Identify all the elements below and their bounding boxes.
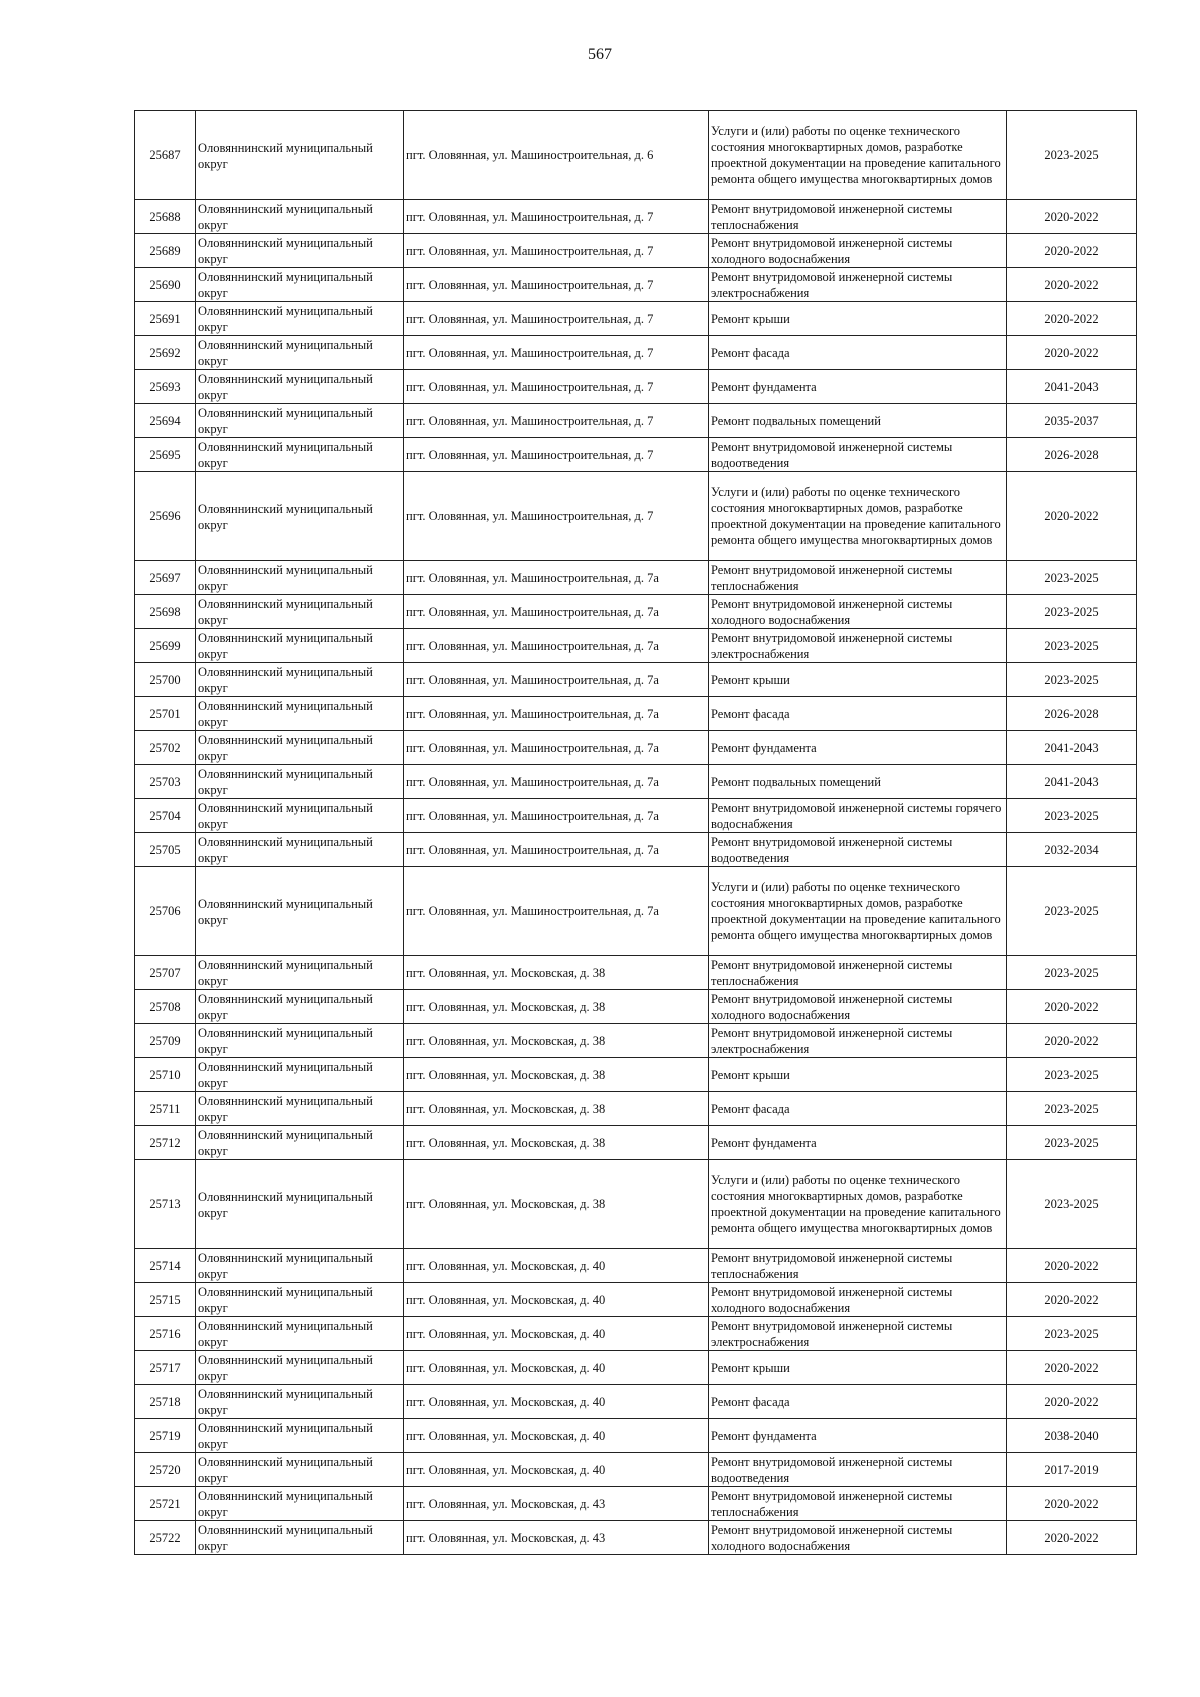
- work-type-cell: Ремонт внутридомовой инженерной системы электроснабжения: [709, 268, 1007, 302]
- address-cell: пгт. Оловянная, ул. Московская, д. 38: [404, 1092, 709, 1126]
- municipality-cell: Оловяннинский муниципальный округ: [196, 1092, 404, 1126]
- work-type-cell: Ремонт фундамента: [709, 370, 1007, 404]
- municipality-cell: Оловяннинский муниципальный округ: [196, 629, 404, 663]
- address-cell: пгт. Оловянная, ул. Московская, д. 40: [404, 1385, 709, 1419]
- row-number-cell: 25699: [135, 629, 196, 663]
- municipality-cell: Оловяннинский муниципальный округ: [196, 1160, 404, 1249]
- municipality-cell: Оловяннинский муниципальный округ: [196, 1058, 404, 1092]
- work-type-cell: Ремонт внутридомовой инженерной системы теплоснабжения: [709, 956, 1007, 990]
- work-type-cell: Ремонт внутридомовой инженерной системы теплоснабжения: [709, 1249, 1007, 1283]
- municipality-cell: Оловяннинский муниципальный округ: [196, 336, 404, 370]
- address-cell: пгт. Оловянная, ул. Машиностроительная, д. 7а: [404, 765, 709, 799]
- address-cell: пгт. Оловянная, ул. Машиностроительная, д. 7: [404, 404, 709, 438]
- municipality-cell: Оловяннинский муниципальный округ: [196, 561, 404, 595]
- table-row: [135, 1317, 1137, 1351]
- address-cell: пгт. Оловянная, ул. Московская, д. 43: [404, 1487, 709, 1521]
- row-number-cell: 25709: [135, 1024, 196, 1058]
- municipality-cell: Оловяннинский муниципальный округ: [196, 990, 404, 1024]
- work-type-cell: Ремонт фундамента: [709, 1419, 1007, 1453]
- work-type-cell: Ремонт внутридомовой инженерной системы электроснабжения: [709, 1317, 1007, 1351]
- work-type-cell: Ремонт фасада: [709, 1385, 1007, 1419]
- row-number-cell: 25694: [135, 404, 196, 438]
- table-row: [135, 200, 1137, 234]
- row-number-cell: 25688: [135, 200, 196, 234]
- row-number-cell: 25687: [135, 111, 196, 200]
- municipality-cell: Оловяннинский муниципальный округ: [196, 867, 404, 956]
- table-row: [135, 697, 1137, 731]
- work-type-cell: Ремонт внутридомовой инженерной системы водоотведения: [709, 833, 1007, 867]
- work-type-cell: Услуги и (или) работы по оценке технического состояния многоквартирных домов, разработке проектной документации на проведение капитального ремонта общего имущества многоквартирных домов: [709, 867, 1007, 956]
- row-number-cell: 25719: [135, 1419, 196, 1453]
- municipality-cell: Оловяннинский муниципальный округ: [196, 1453, 404, 1487]
- row-number-cell: 25701: [135, 697, 196, 731]
- municipality-cell: Оловяннинский муниципальный округ: [196, 302, 404, 336]
- address-cell: пгт. Оловянная, ул. Машиностроительная, д. 7: [404, 336, 709, 370]
- address-cell: пгт. Оловянная, ул. Машиностроительная, д. 6: [404, 111, 709, 200]
- address-cell: пгт. Оловянная, ул. Московская, д. 40: [404, 1249, 709, 1283]
- table-body: [135, 111, 1137, 1555]
- table-row: [135, 1487, 1137, 1521]
- address-cell: пгт. Оловянная, ул. Машиностроительная, д. 7: [404, 302, 709, 336]
- period-cell: 2041-2043: [1007, 370, 1137, 404]
- row-number-cell: 25710: [135, 1058, 196, 1092]
- row-number-cell: 25692: [135, 336, 196, 370]
- table-row: [135, 765, 1137, 799]
- period-cell: 2023-2025: [1007, 956, 1137, 990]
- table-row: [135, 336, 1137, 370]
- work-type-cell: Ремонт подвальных помещений: [709, 765, 1007, 799]
- table-row: [135, 731, 1137, 765]
- table-row: [135, 1521, 1137, 1555]
- period-cell: 2023-2025: [1007, 663, 1137, 697]
- work-type-cell: Ремонт внутридомовой инженерной системы холодного водоснабжения: [709, 1283, 1007, 1317]
- row-number-cell: 25696: [135, 472, 196, 561]
- address-cell: пгт. Оловянная, ул. Московская, д. 40: [404, 1453, 709, 1487]
- table-row: [135, 629, 1137, 663]
- table-row: [135, 111, 1137, 200]
- row-number-cell: 25706: [135, 867, 196, 956]
- address-cell: пгт. Оловянная, ул. Московская, д. 40: [404, 1419, 709, 1453]
- municipality-cell: Оловяннинский муниципальный округ: [196, 438, 404, 472]
- table-row: [135, 1453, 1137, 1487]
- address-cell: пгт. Оловянная, ул. Машиностроительная, д. 7: [404, 200, 709, 234]
- address-cell: пгт. Оловянная, ул. Машиностроительная, д. 7а: [404, 799, 709, 833]
- address-cell: пгт. Оловянная, ул. Машиностроительная, д. 7а: [404, 629, 709, 663]
- address-cell: пгт. Оловянная, ул. Машиностроительная, д. 7а: [404, 561, 709, 595]
- work-type-cell: Услуги и (или) работы по оценке технического состояния многоквартирных домов, разработке проектной документации на проведение капитального ремонта общего имущества многоквартирных домов: [709, 1160, 1007, 1249]
- address-cell: пгт. Оловянная, ул. Машиностроительная, д. 7а: [404, 697, 709, 731]
- row-number-cell: 25713: [135, 1160, 196, 1249]
- address-cell: пгт. Оловянная, ул. Московская, д. 38: [404, 1160, 709, 1249]
- municipality-cell: Оловяннинский муниципальный округ: [196, 765, 404, 799]
- row-number-cell: 25689: [135, 234, 196, 268]
- row-number-cell: 25715: [135, 1283, 196, 1317]
- table-row: [135, 799, 1137, 833]
- period-cell: 2023-2025: [1007, 867, 1137, 956]
- work-type-cell: Ремонт фасада: [709, 336, 1007, 370]
- address-cell: пгт. Оловянная, ул. Московская, д. 40: [404, 1317, 709, 1351]
- address-cell: пгт. Оловянная, ул. Московская, д. 38: [404, 990, 709, 1024]
- table-row: [135, 1092, 1137, 1126]
- work-type-cell: Ремонт фасада: [709, 697, 1007, 731]
- table-row: [135, 867, 1137, 956]
- row-number-cell: 25690: [135, 268, 196, 302]
- table-row: [135, 438, 1137, 472]
- address-cell: пгт. Оловянная, ул. Московская, д. 38: [404, 1126, 709, 1160]
- work-type-cell: Ремонт внутридомовой инженерной системы холодного водоснабжения: [709, 990, 1007, 1024]
- period-cell: 2023-2025: [1007, 111, 1137, 200]
- municipality-cell: Оловяннинский муниципальный округ: [196, 1351, 404, 1385]
- work-type-cell: Ремонт внутридомовой инженерной системы теплоснабжения: [709, 1487, 1007, 1521]
- period-cell: 2017-2019: [1007, 1453, 1137, 1487]
- period-cell: 2023-2025: [1007, 1126, 1137, 1160]
- municipality-cell: Оловяннинский муниципальный округ: [196, 404, 404, 438]
- work-type-cell: Ремонт крыши: [709, 663, 1007, 697]
- table-row: [135, 1024, 1137, 1058]
- period-cell: 2023-2025: [1007, 1317, 1137, 1351]
- table-row: [135, 404, 1137, 438]
- address-cell: пгт. Оловянная, ул. Машиностроительная, д. 7а: [404, 833, 709, 867]
- table-row: [135, 1058, 1137, 1092]
- address-cell: пгт. Оловянная, ул. Машиностроительная, д. 7: [404, 234, 709, 268]
- table-row: [135, 302, 1137, 336]
- address-cell: пгт. Оловянная, ул. Московская, д. 43: [404, 1521, 709, 1555]
- address-cell: пгт. Оловянная, ул. Машиностроительная, д. 7: [404, 438, 709, 472]
- row-number-cell: 25721: [135, 1487, 196, 1521]
- table-row: [135, 1283, 1137, 1317]
- municipality-cell: Оловяннинский муниципальный округ: [196, 1385, 404, 1419]
- row-number-cell: 25714: [135, 1249, 196, 1283]
- work-type-cell: Ремонт внутридомовой инженерной системы водоотведения: [709, 438, 1007, 472]
- table-row: [135, 990, 1137, 1024]
- period-cell: 2020-2022: [1007, 1283, 1137, 1317]
- period-cell: 2020-2022: [1007, 234, 1137, 268]
- repair-schedule-table: [134, 110, 1137, 1555]
- row-number-cell: 25717: [135, 1351, 196, 1385]
- period-cell: 2020-2022: [1007, 472, 1137, 561]
- work-type-cell: Услуги и (или) работы по оценке технического состояния многоквартирных домов, разработке проектной документации на проведение капитального ремонта общего имущества многоквартирных домов: [709, 111, 1007, 200]
- work-type-cell: Ремонт внутридомовой инженерной системы водоотведения: [709, 1453, 1007, 1487]
- period-cell: 2023-2025: [1007, 799, 1137, 833]
- work-type-cell: Ремонт внутридомовой инженерной системы холодного водоснабжения: [709, 595, 1007, 629]
- municipality-cell: Оловяннинский муниципальный округ: [196, 268, 404, 302]
- address-cell: пгт. Оловянная, ул. Машиностроительная, д. 7а: [404, 595, 709, 629]
- address-cell: пгт. Оловянная, ул. Машиностроительная, д. 7: [404, 472, 709, 561]
- table-row: [135, 833, 1137, 867]
- address-cell: пгт. Оловянная, ул. Московская, д. 40: [404, 1283, 709, 1317]
- municipality-cell: Оловяннинский муниципальный округ: [196, 595, 404, 629]
- work-type-cell: Ремонт внутридомовой инженерной системы электроснабжения: [709, 1024, 1007, 1058]
- period-cell: 2020-2022: [1007, 1487, 1137, 1521]
- period-cell: 2023-2025: [1007, 1160, 1137, 1249]
- period-cell: 2020-2022: [1007, 336, 1137, 370]
- work-type-cell: Ремонт крыши: [709, 302, 1007, 336]
- row-number-cell: 25702: [135, 731, 196, 765]
- address-cell: пгт. Оловянная, ул. Машиностроительная, д. 7а: [404, 867, 709, 956]
- municipality-cell: Оловяннинский муниципальный округ: [196, 234, 404, 268]
- row-number-cell: 25720: [135, 1453, 196, 1487]
- municipality-cell: Оловяннинский муниципальный округ: [196, 1419, 404, 1453]
- work-type-cell: Ремонт фундамента: [709, 1126, 1007, 1160]
- period-cell: 2023-2025: [1007, 1092, 1137, 1126]
- row-number-cell: 25712: [135, 1126, 196, 1160]
- table-row: [135, 370, 1137, 404]
- period-cell: 2020-2022: [1007, 990, 1137, 1024]
- municipality-cell: Оловяннинский муниципальный округ: [196, 472, 404, 561]
- period-cell: 2020-2022: [1007, 302, 1137, 336]
- table-row: [135, 1160, 1137, 1249]
- row-number-cell: 25704: [135, 799, 196, 833]
- address-cell: пгт. Оловянная, ул. Машиностроительная, д. 7а: [404, 663, 709, 697]
- municipality-cell: Оловяннинский муниципальный округ: [196, 1249, 404, 1283]
- work-type-cell: Ремонт фундамента: [709, 731, 1007, 765]
- work-type-cell: Ремонт внутридомовой инженерной системы теплоснабжения: [709, 561, 1007, 595]
- row-number-cell: 25722: [135, 1521, 196, 1555]
- table-row: [135, 472, 1137, 561]
- period-cell: 2041-2043: [1007, 731, 1137, 765]
- address-cell: пгт. Оловянная, ул. Машиностроительная, д. 7а: [404, 731, 709, 765]
- work-type-cell: Ремонт крыши: [709, 1351, 1007, 1385]
- table-row: [135, 663, 1137, 697]
- municipality-cell: Оловяннинский муниципальный округ: [196, 1317, 404, 1351]
- row-number-cell: 25693: [135, 370, 196, 404]
- period-cell: 2032-2034: [1007, 833, 1137, 867]
- period-cell: 2020-2022: [1007, 1351, 1137, 1385]
- table-row: [135, 595, 1137, 629]
- municipality-cell: Оловяннинский муниципальный округ: [196, 1283, 404, 1317]
- table-row: [135, 1419, 1137, 1453]
- period-cell: 2020-2022: [1007, 1521, 1137, 1555]
- municipality-cell: Оловяннинский муниципальный округ: [196, 663, 404, 697]
- row-number-cell: 25707: [135, 956, 196, 990]
- period-cell: 2020-2022: [1007, 268, 1137, 302]
- municipality-cell: Оловяннинский муниципальный округ: [196, 370, 404, 404]
- period-cell: 2020-2022: [1007, 1249, 1137, 1283]
- work-type-cell: Ремонт крыши: [709, 1058, 1007, 1092]
- municipality-cell: Оловяннинский муниципальный округ: [196, 731, 404, 765]
- address-cell: пгт. Оловянная, ул. Московская, д. 38: [404, 1058, 709, 1092]
- table-row: [135, 1385, 1137, 1419]
- period-cell: 2038-2040: [1007, 1419, 1137, 1453]
- row-number-cell: 25716: [135, 1317, 196, 1351]
- period-cell: 2020-2022: [1007, 1024, 1137, 1058]
- period-cell: 2023-2025: [1007, 629, 1137, 663]
- row-number-cell: 25708: [135, 990, 196, 1024]
- municipality-cell: Оловяннинский муниципальный округ: [196, 799, 404, 833]
- address-cell: пгт. Оловянная, ул. Московская, д. 40: [404, 1351, 709, 1385]
- municipality-cell: Оловяннинский муниципальный округ: [196, 1126, 404, 1160]
- address-cell: пгт. Оловянная, ул. Московская, д. 38: [404, 956, 709, 990]
- period-cell: 2041-2043: [1007, 765, 1137, 799]
- municipality-cell: Оловяннинский муниципальный округ: [196, 1024, 404, 1058]
- period-cell: 2023-2025: [1007, 595, 1137, 629]
- period-cell: 2026-2028: [1007, 438, 1137, 472]
- work-type-cell: Ремонт фасада: [709, 1092, 1007, 1126]
- address-cell: пгт. Оловянная, ул. Машиностроительная, д. 7: [404, 370, 709, 404]
- work-type-cell: Ремонт внутридомовой инженерной системы горячего водоснабжения: [709, 799, 1007, 833]
- row-number-cell: 25700: [135, 663, 196, 697]
- table-row: [135, 234, 1137, 268]
- period-cell: 2026-2028: [1007, 697, 1137, 731]
- work-type-cell: Ремонт внутридомовой инженерной системы холодного водоснабжения: [709, 1521, 1007, 1555]
- address-cell: пгт. Оловянная, ул. Машиностроительная, д. 7: [404, 268, 709, 302]
- table-row: [135, 268, 1137, 302]
- period-cell: 2020-2022: [1007, 200, 1137, 234]
- work-type-cell: Ремонт внутридомовой инженерной системы холодного водоснабжения: [709, 234, 1007, 268]
- period-cell: 2035-2037: [1007, 404, 1137, 438]
- table-row: [135, 561, 1137, 595]
- table-row: [135, 1126, 1137, 1160]
- municipality-cell: Оловяннинский муниципальный округ: [196, 1487, 404, 1521]
- row-number-cell: 25705: [135, 833, 196, 867]
- row-number-cell: 25718: [135, 1385, 196, 1419]
- row-number-cell: 25697: [135, 561, 196, 595]
- row-number-cell: 25711: [135, 1092, 196, 1126]
- table-row: [135, 1249, 1137, 1283]
- work-type-cell: Услуги и (или) работы по оценке технического состояния многоквартирных домов, разработке проектной документации на проведение капитального ремонта общего имущества многоквартирных домов: [709, 472, 1007, 561]
- row-number-cell: 25695: [135, 438, 196, 472]
- period-cell: 2020-2022: [1007, 1385, 1137, 1419]
- municipality-cell: Оловяннинский муниципальный округ: [196, 200, 404, 234]
- municipality-cell: Оловяннинский муниципальный округ: [196, 956, 404, 990]
- municipality-cell: Оловяннинский муниципальный округ: [196, 697, 404, 731]
- work-type-cell: Ремонт внутридомовой инженерной системы электроснабжения: [709, 629, 1007, 663]
- municipality-cell: Оловяннинский муниципальный округ: [196, 111, 404, 200]
- address-cell: пгт. Оловянная, ул. Московская, д. 38: [404, 1024, 709, 1058]
- work-type-cell: Ремонт подвальных помещений: [709, 404, 1007, 438]
- row-number-cell: 25691: [135, 302, 196, 336]
- municipality-cell: Оловяннинский муниципальный округ: [196, 833, 404, 867]
- period-cell: 2023-2025: [1007, 561, 1137, 595]
- work-type-cell: Ремонт внутридомовой инженерной системы теплоснабжения: [709, 200, 1007, 234]
- row-number-cell: 25698: [135, 595, 196, 629]
- row-number-cell: 25703: [135, 765, 196, 799]
- municipality-cell: Оловяннинский муниципальный округ: [196, 1521, 404, 1555]
- table-row: [135, 956, 1137, 990]
- period-cell: 2023-2025: [1007, 1058, 1137, 1092]
- page-number: 567: [588, 46, 612, 63]
- table-row: [135, 1351, 1137, 1385]
